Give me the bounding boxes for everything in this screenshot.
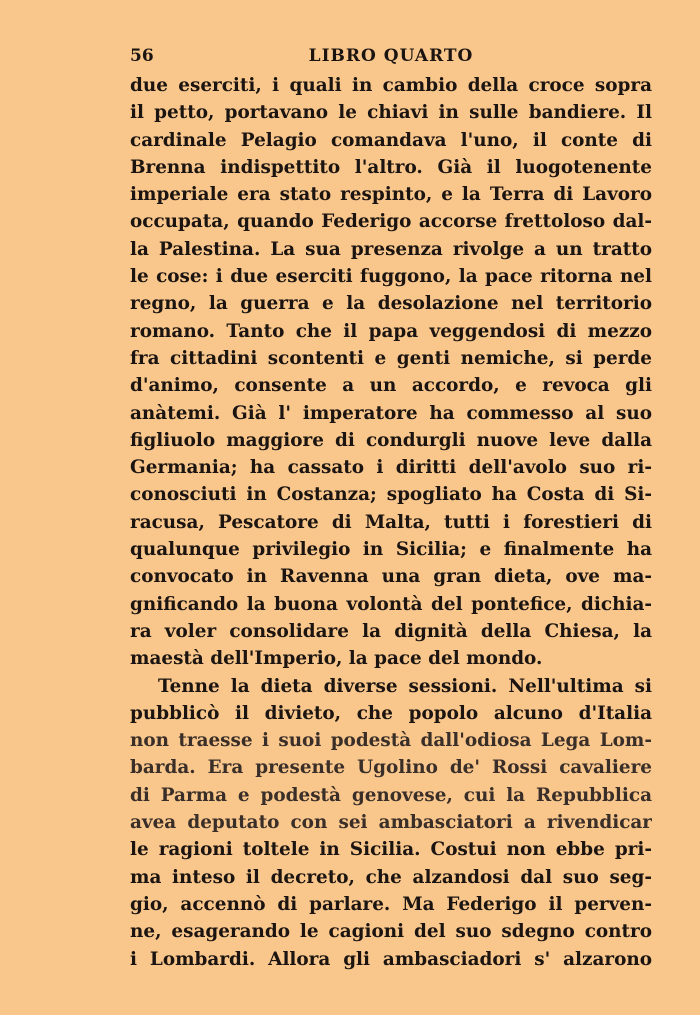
page-header — [130, 42, 652, 72]
text-line: convocato in Ravenna una gran dieta, ove ma- — [130, 566, 652, 588]
text-line: barda. Era presente Ugolino de' Rossi cavaliere — [130, 757, 652, 779]
text-line: figliuolo maggiore di condurgli nuove leve dalla — [130, 429, 652, 451]
text-line: cardinale Pelagio comandava l'uno, il conte di — [130, 129, 652, 151]
text-line: maestà dell'Imperio, la pace del mondo. — [130, 648, 543, 670]
text-line: ra voler consolidare la dignità della Chiesa, la — [130, 620, 652, 642]
text-line: due eserciti, i quali in cambio della croce sopra — [130, 75, 652, 96]
paragraph — [130, 72, 652, 673]
page-number: 56 — [130, 46, 154, 66]
text-line: la Palestina. La sua presenza rivolge a un tratto — [130, 238, 652, 260]
text-line: occupata, quando Federigo accorse frettoloso dal- — [130, 211, 652, 233]
text-line: pubblicò il divieto, che popolo alcuno d'Italia — [130, 702, 652, 724]
text-line: Brenna indispettito l'altro. Già il luogotenente — [130, 156, 652, 178]
text-line: avea deputato con sei ambasciatori a rivendicar — [130, 812, 652, 834]
text-line: qualunque privilegio in Sicilia; e finalmente ha — [130, 539, 652, 561]
paragraph — [130, 673, 652, 973]
text-line: di Parma e podestà genovese, cui la Repubblica — [130, 784, 652, 806]
text-line: d'animo, consente a un accordo, e revoca gli — [130, 375, 652, 397]
text-line: il petto, portavano le chiavi in sulle bandiere. Il — [130, 102, 652, 124]
text-line: non traesse i suoi podestà dall'odiosa Lega Lom- — [130, 730, 652, 752]
text-line: imperiale era stato respinto, e la Terra di Lavoro — [130, 184, 652, 206]
text-line: romano. Tanto che il papa veggendosi di mezzo — [130, 320, 652, 342]
text-line: Tenne la dieta diverse sessioni. Nell'ultima si — [158, 675, 652, 697]
text-line: fra cittadini scontenti e genti nemiche, si perde — [130, 347, 652, 369]
text-line: i Lombardi. Allora gli ambasciadori s' alzarono — [130, 948, 652, 970]
text-line: regno, la guerra e la desolazione nel territorio — [130, 293, 652, 315]
text-line: racusa, Pescatore di Malta, tutti i forestieri di — [130, 511, 652, 533]
text-line: ma inteso il decreto, che alzandosi dal suo seg- — [130, 866, 652, 888]
text-line: gnificando la buona volontà del pontefice, dichia- — [130, 593, 652, 615]
text-line: anàtemi. Già l' imperatore ha commesso al suo — [130, 402, 652, 424]
book-page — [130, 42, 652, 973]
text-line: conosciuti in Costanza; spogliato ha Costa di Si- — [130, 484, 652, 506]
text-line: le cose: i due eserciti fuggono, la pace ritorna nel — [130, 266, 652, 288]
text-line: gio, accennò di parlare. Ma Federigo il perven- — [130, 893, 652, 915]
text-line: ne, esagerando le cagioni del suo sdegno contro — [130, 921, 652, 943]
text-line: le ragioni toltele in Sicilia. Costui non ebbe pri- — [130, 839, 652, 861]
running-title: LIBRO QUARTO — [308, 46, 474, 66]
text-line: Germania; ha cassato i diritti dell'avolo suo ri- — [130, 457, 652, 479]
